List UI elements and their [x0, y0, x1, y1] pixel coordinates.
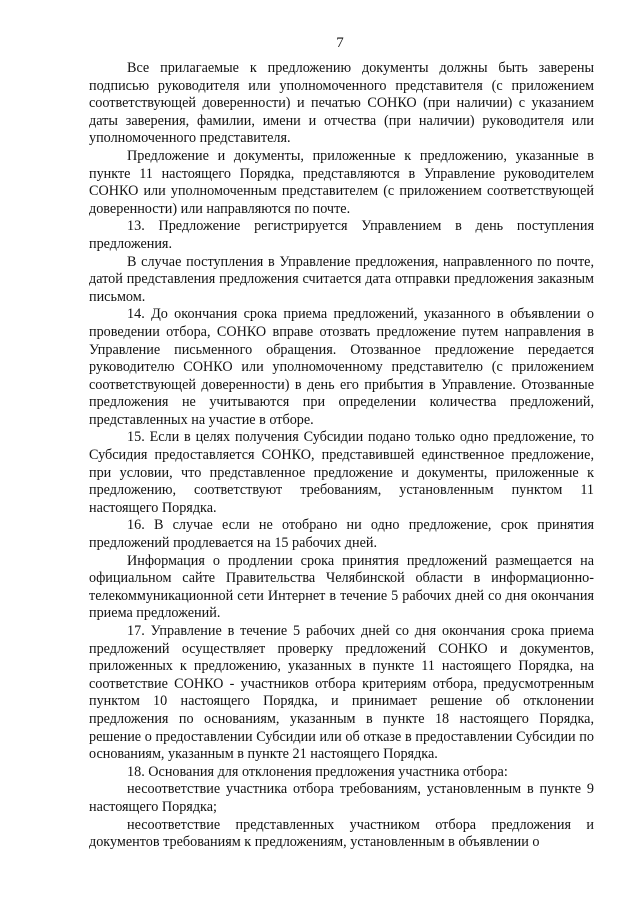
- paragraph-17: 17. Управление в течение 5 рабочих дней со дня окончания срока приема предложений осуществляет проверку предложений СОНКО и документов, приложенных к предложению, указанных в пункте 11 настоящего Порядка, на соответствие СОНКО - участников отбора критериям отбора, предусмотренным пунктом 10 настоящего Порядка, и принимает решение об отклонении предложения по основаниям, указанным в пункте 18 настоящего Порядка, решение о предоставлении Субсидии или об отказе в предоставлении Субсидии по основаниям, указанным в пункте 21 настоящего Порядка.: [89, 623, 594, 763]
- paragraph-18-item-1: несоответствие участника отбора требованиям, установленным в пункте 9 настоящего Порядка;: [89, 781, 594, 815]
- paragraph-15: 15. Если в целях получения Субсидии подано только одно предложение, то Субсидия предоставляется СОНКО, представившей единственное предложение, при условии, что представленное предложение и документы, приложенные к предложению, соответствуют требованиям, установленным пунктом 11 настоящего Порядка.: [89, 429, 594, 516]
- paragraph-14: 14. До окончания срока приема предложений, указанного в объявлении о проведении отбора, СОНКО вправе отозвать предложение путем направления в Управление письменного обращения. Отозванное предложение передается руководителю СОНКО или уполномоченному представителю (с приложением соответствующей доверенности) в день его прибытия в Управление. Отозванные предложения не учитываются при определении количества предложений, представленных на участие в отборе.: [89, 306, 594, 428]
- paragraph-16: 16. В случае если не отобрано ни одно предложение, срок принятия предложений продлевается на 15 рабочих дней.: [89, 517, 594, 552]
- paragraph-submission: Предложение и документы, приложенные к предложению, указанные в пункте 11 настоящего Порядка, представляются в Управление руководителем СОНКО или уполномоченным представителем (с приложением соответствующей доверенности) или направляются по почте.: [89, 147, 594, 217]
- paragraph-mail-date: В случае поступления в Управление предложения, направленного по почте, датой представления предложения считается дата отправки предложения заказным письмом.: [89, 253, 594, 305]
- paragraph-certification: Все прилагаемые к предложению документы должны быть заверены подписью руководителя или уполномоченного представителя (с приложением соответствующей доверенности) и печатью СОНКО (при наличии) с указанием даты заверения, фамилии, имени и отчества (при наличии) руководителя или уполномоченного представителя.: [89, 60, 594, 147]
- paragraph-18: 18. Основания для отклонения предложения участника отбора:: [127, 763, 508, 780]
- document-body: [89, 60, 594, 852]
- paragraph-18-item-2: несоответствие представленных участником отбора предложения и документов требованиям к предложениям, установленным в объявлении о: [89, 816, 594, 851]
- paragraph-extension-info: Информация о продлении срока принятия предложений размещается на официальном сайте Правительства Челябинской области в информационно-телекоммуникационной сети Интернет в течение 5 рабочих дней со дня окончания приема предложений.: [89, 552, 594, 622]
- paragraph-13: 13. Предложение регистрируется Управлением в день поступления предложения.: [89, 218, 594, 252]
- page-number: 7: [336, 35, 344, 51]
